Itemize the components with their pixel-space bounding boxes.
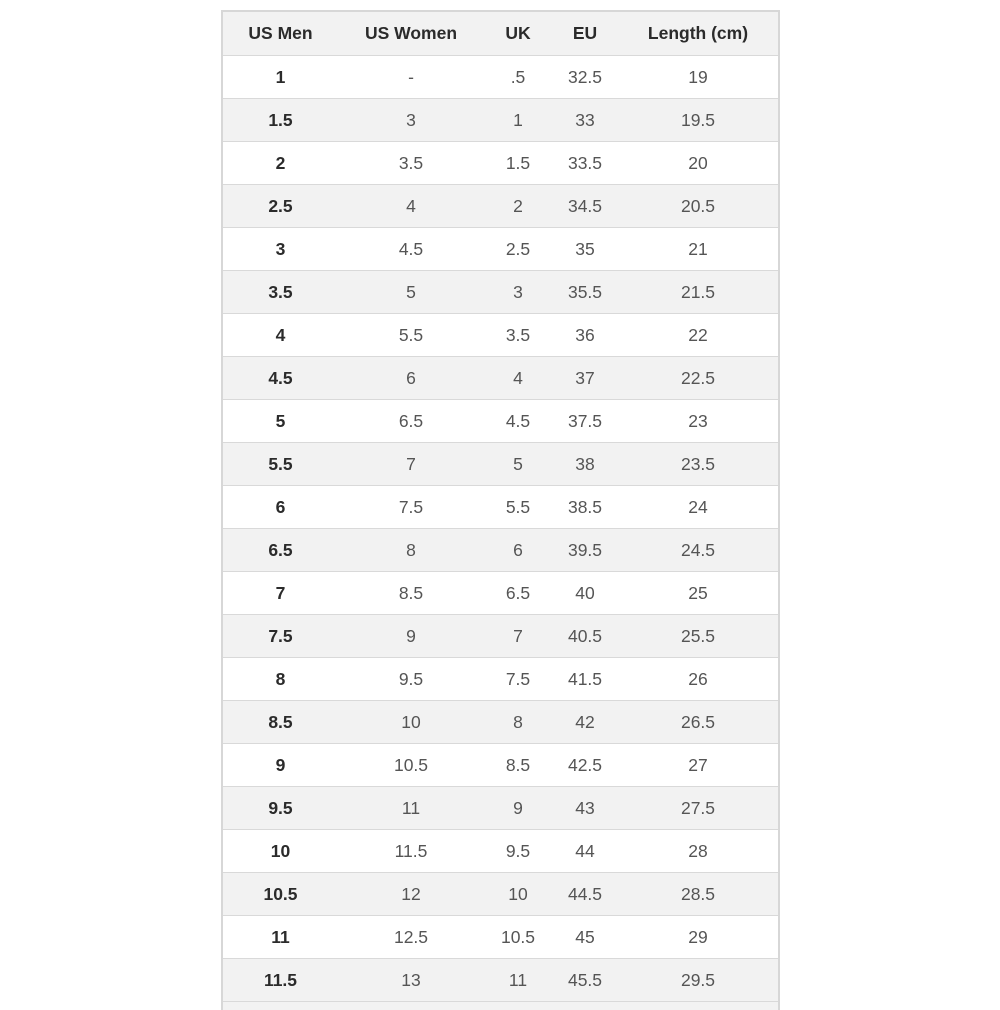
cell-eu: 45.5 <box>552 959 618 1002</box>
cell-uk: 4.5 <box>484 400 552 443</box>
size-chart-table <box>223 12 778 1002</box>
cell-uk: 1 <box>484 99 552 142</box>
cell-uk: 2.5 <box>484 228 552 271</box>
cell-eu: 34.5 <box>552 185 618 228</box>
cell-eu: 37 <box>552 357 618 400</box>
cell-eu: 35.5 <box>552 271 618 314</box>
cell-us-men: 1.5 <box>223 99 338 142</box>
cell-us-women: 4.5 <box>338 228 484 271</box>
cell-us-men: 5 <box>223 400 338 443</box>
cell-length-cm: 22.5 <box>618 357 778 400</box>
table-row <box>223 830 778 873</box>
cell-uk: 11 <box>484 959 552 1002</box>
cell-uk: 7 <box>484 615 552 658</box>
cell-uk: 7.5 <box>484 658 552 701</box>
table-row <box>223 357 778 400</box>
cell-eu: 43 <box>552 787 618 830</box>
table-row <box>223 529 778 572</box>
cell-uk: 6 <box>484 529 552 572</box>
cell-eu: 38 <box>552 443 618 486</box>
cell-length-cm: 24.5 <box>618 529 778 572</box>
table-row <box>223 314 778 357</box>
cell-us-women: 11.5 <box>338 830 484 873</box>
cell-uk: 10 <box>484 873 552 916</box>
cell-us-women: - <box>338 56 484 99</box>
cell-eu: 36 <box>552 314 618 357</box>
cell-uk: 2 <box>484 185 552 228</box>
cell-us-men: 2.5 <box>223 185 338 228</box>
cell-eu: 39.5 <box>552 529 618 572</box>
cell-uk: .5 <box>484 56 552 99</box>
cell-us-women: 8 <box>338 529 484 572</box>
cell-us-men: 3 <box>223 228 338 271</box>
cell-us-men: 10 <box>223 830 338 873</box>
cell-eu: 38.5 <box>552 486 618 529</box>
cell-eu: 33.5 <box>552 142 618 185</box>
cell-eu: 44.5 <box>552 873 618 916</box>
cell-length-cm: 22 <box>618 314 778 357</box>
cell-us-women: 7 <box>338 443 484 486</box>
cell-length-cm: 23 <box>618 400 778 443</box>
cell-length-cm: 20 <box>618 142 778 185</box>
cell-uk: 4 <box>484 357 552 400</box>
cell-length-cm: 19 <box>618 56 778 99</box>
cell-us-women: 12.5 <box>338 916 484 959</box>
table-row <box>223 916 778 959</box>
cell-us-women: 9.5 <box>338 658 484 701</box>
header-us-women: US Women <box>338 12 484 56</box>
cell-us-women: 3 <box>338 99 484 142</box>
cell-us-women: 5.5 <box>338 314 484 357</box>
table-row <box>223 486 778 529</box>
cell-uk: 8 <box>484 701 552 744</box>
cell-length-cm: 29.5 <box>618 959 778 1002</box>
table-row <box>223 744 778 787</box>
cell-eu: 42 <box>552 701 618 744</box>
table-row <box>223 658 778 701</box>
table-row <box>223 56 778 99</box>
cell-us-women: 13 <box>338 959 484 1002</box>
cell-us-women: 9 <box>338 615 484 658</box>
cell-eu: 42.5 <box>552 744 618 787</box>
cell-uk: 1.5 <box>484 142 552 185</box>
cell-uk: 10.5 <box>484 916 552 959</box>
cell-us-men: 1 <box>223 56 338 99</box>
size-chart <box>221 10 780 1010</box>
table-row <box>223 142 778 185</box>
header-length-cm: Length (cm) <box>618 12 778 56</box>
cell-eu: 35 <box>552 228 618 271</box>
cell-us-women: 11 <box>338 787 484 830</box>
cell-length-cm: 23.5 <box>618 443 778 486</box>
cell-length-cm: 27 <box>618 744 778 787</box>
cell-eu: 37.5 <box>552 400 618 443</box>
cell-us-women: 4 <box>338 185 484 228</box>
cell-uk: 8.5 <box>484 744 552 787</box>
cell-length-cm: 25 <box>618 572 778 615</box>
cell-eu: 33 <box>552 99 618 142</box>
cell-us-women: 3.5 <box>338 142 484 185</box>
cell-eu: 45 <box>552 916 618 959</box>
table-body <box>223 56 778 1002</box>
table-row <box>223 271 778 314</box>
cell-us-women: 12 <box>338 873 484 916</box>
cell-length-cm: 26 <box>618 658 778 701</box>
cell-us-men: 2 <box>223 142 338 185</box>
cell-us-men: 10.5 <box>223 873 338 916</box>
cell-length-cm: 19.5 <box>618 99 778 142</box>
cell-us-men: 4 <box>223 314 338 357</box>
cell-us-men: 6 <box>223 486 338 529</box>
header-us-men: US Men <box>223 12 338 56</box>
table-row <box>223 615 778 658</box>
table-row <box>223 99 778 142</box>
cell-eu: 41.5 <box>552 658 618 701</box>
cell-length-cm: 28 <box>618 830 778 873</box>
table-row <box>223 787 778 830</box>
cell-us-men: 9.5 <box>223 787 338 830</box>
table-row <box>223 400 778 443</box>
table-row <box>223 873 778 916</box>
cell-us-men: 7.5 <box>223 615 338 658</box>
cell-uk: 9.5 <box>484 830 552 873</box>
cell-length-cm: 28.5 <box>618 873 778 916</box>
table-row <box>223 572 778 615</box>
cell-us-men: 9 <box>223 744 338 787</box>
header-uk: UK <box>484 12 552 56</box>
cell-length-cm: 27.5 <box>618 787 778 830</box>
cell-us-men: 4.5 <box>223 357 338 400</box>
table-row <box>223 228 778 271</box>
cell-length-cm: 20.5 <box>618 185 778 228</box>
cell-us-women: 7.5 <box>338 486 484 529</box>
table-row <box>223 185 778 228</box>
cell-us-men: 11.5 <box>223 959 338 1002</box>
cell-length-cm: 26.5 <box>618 701 778 744</box>
cell-us-men: 8 <box>223 658 338 701</box>
cell-us-men: 5.5 <box>223 443 338 486</box>
cell-uk: 5 <box>484 443 552 486</box>
cell-eu: 40 <box>552 572 618 615</box>
cell-us-women: 8.5 <box>338 572 484 615</box>
cell-us-men: 11 <box>223 916 338 959</box>
cell-eu: 40.5 <box>552 615 618 658</box>
table-row <box>223 443 778 486</box>
header-row <box>223 12 778 56</box>
cell-length-cm: 25.5 <box>618 615 778 658</box>
cell-uk: 9 <box>484 787 552 830</box>
cell-uk: 6.5 <box>484 572 552 615</box>
cell-us-women: 10 <box>338 701 484 744</box>
cell-us-men: 7 <box>223 572 338 615</box>
cell-uk: 3.5 <box>484 314 552 357</box>
cell-uk: 5.5 <box>484 486 552 529</box>
cell-us-men: 6.5 <box>223 529 338 572</box>
cell-uk: 3 <box>484 271 552 314</box>
table-row <box>223 959 778 1002</box>
cell-eu: 44 <box>552 830 618 873</box>
cell-eu: 32.5 <box>552 56 618 99</box>
cell-length-cm: 29 <box>618 916 778 959</box>
cell-us-men: 8.5 <box>223 701 338 744</box>
cell-us-women: 10.5 <box>338 744 484 787</box>
cell-length-cm: 21 <box>618 228 778 271</box>
cell-us-women: 6.5 <box>338 400 484 443</box>
table-row <box>223 701 778 744</box>
cell-us-men: 3.5 <box>223 271 338 314</box>
header-eu: EU <box>552 12 618 56</box>
cell-length-cm: 24 <box>618 486 778 529</box>
cell-us-women: 5 <box>338 271 484 314</box>
cell-length-cm: 21.5 <box>618 271 778 314</box>
cell-us-women: 6 <box>338 357 484 400</box>
